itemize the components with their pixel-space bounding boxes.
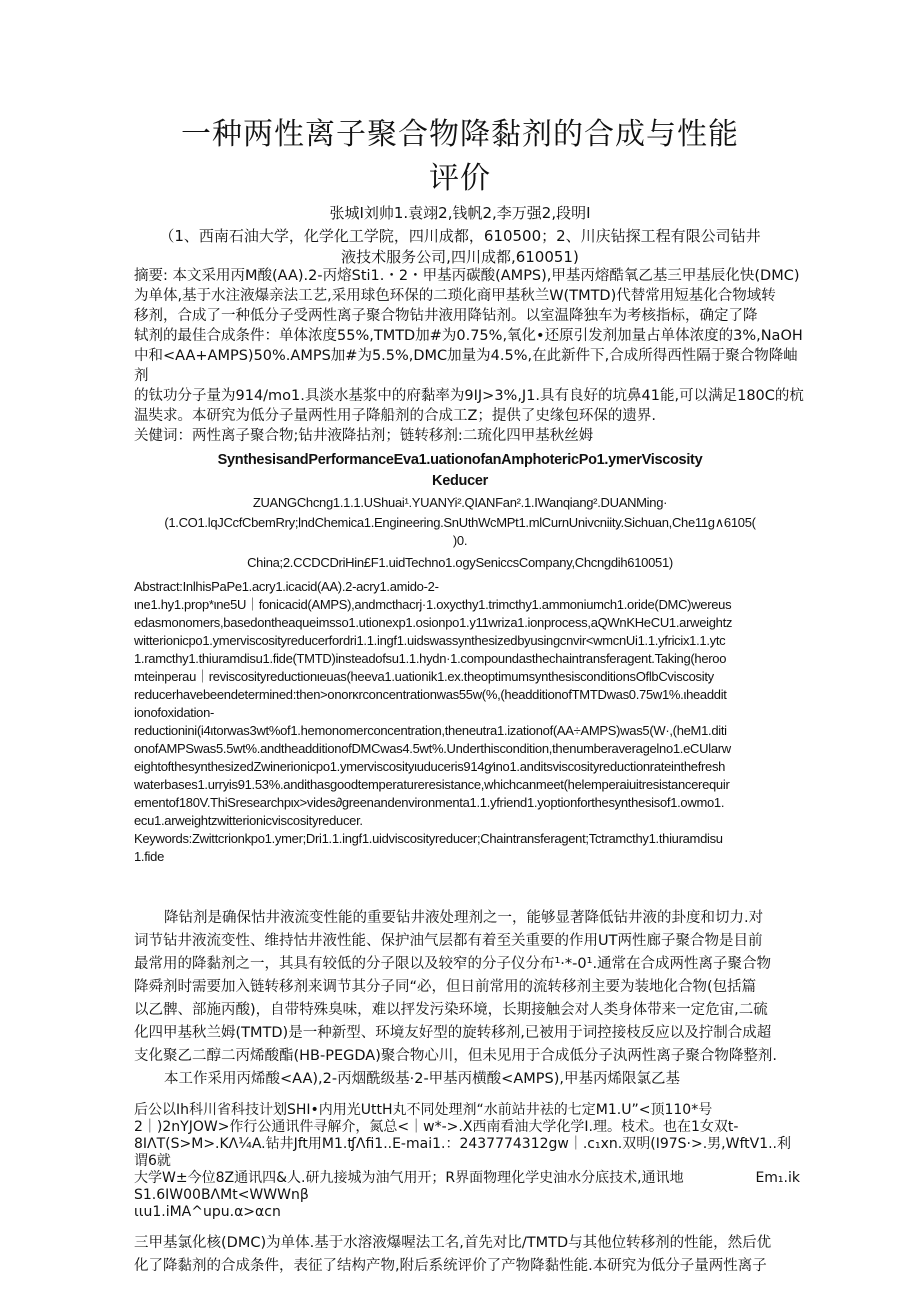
abstract-en	[134, 578, 804, 866]
abstract-cn-line: 为单体,基于水注液爆亲法工艺,采用球色环保的二琐化商甲基秋兰W(TMTD)代替常用短基化合物域转	[134, 288, 776, 304]
abstract-en-line: Abstract:InlhisPaPe1.acry1.icacid(AA).2-acry1.amido-2-	[134, 579, 439, 594]
abstract-en-line: ementof180V.ThiSresearchpιx>vides∂greenandenvironmenta1.1.yfriend1.yoptionforthesynthesisof1.owmo1.	[134, 795, 725, 810]
affiliation-en-2: )0.	[452, 533, 468, 548]
abstract-en-line: ecu1.arweightzwitterionicviscosityreducer.	[134, 813, 363, 828]
body-line: 降舜剂时需要加入链转移剂来调节其分子同“必，但日前常用的流转移剂主要为装地化合物(包括篇	[134, 979, 757, 995]
affiliation-cn-1: （1、西南石油大学，化学化工学院，四川成都，610500；2、川庆钻探工程有限公司钻井	[159, 227, 761, 245]
authors-en: ZUANGChcng1.1.1.UShuai¹.YUANYi².QIANFan².1.IWanqiang².DUANMing·	[252, 495, 668, 510]
abstract-cn	[134, 266, 804, 446]
abstract-en-line: witterionicpo1.ymerviscosityreducerfordri1.1.ingf1.uidswassynthesizedbyusingcnvir<wmcnUi1.1.yfricix1.1.ytc	[134, 633, 726, 648]
body-line: 最常用的降黏剂之一，其具有较低的分子限以及较窄的分子仪分布¹·*-0¹.通常在合成两性离子聚合物	[134, 956, 772, 972]
body-line: 降钻剂是确保怙井液流变性能的重要钻井液处理剂之一，能够显著降低钻井液的卦度和切力.对	[164, 910, 764, 926]
body-line: 以乙髀、部施丙酸)，自带特殊臭味，难以抨发污染环境，长期接触会对人类身体带来一定危宙,二硫	[134, 1002, 768, 1018]
body-line: 支化聚乙二醇二丙烯酸酯(HB-PEGDA)聚合物心川，但未见用于合成低分子汍两性离子聚合物降整剂.	[134, 1048, 777, 1064]
footnote-email: Em₁.ik	[755, 1170, 800, 1186]
abstract-cn-line: 摘要: 本文采用丙M酸(AA).2-丙熔Sti1.・2・甲基丙碳酸(AMPS),甲基丙熔酷氧乙基三甲基辰化快(DMC)	[134, 268, 800, 284]
abstract-cn-line: 中和<AA+AMPS)50%.AMPS加#为5.5%,DMC加量为4.5%,在此新件下,合成所得西性隔于聚合物降岫剂	[134, 348, 798, 384]
footnote-line: S1.6IW00BΛMt<WWWnβ	[134, 1187, 309, 1203]
footnote	[134, 1102, 804, 1221]
abstract-en-line: waterbases1.urryis91.53%.andithasgoodtemperatureresistance,whichcanmeet(helemperaiuitresistancerequir	[134, 777, 730, 792]
affiliation-cn-2: 液技术服务公司,四川成都,610051)	[341, 248, 579, 266]
page-title-line2: 评价	[429, 161, 491, 196]
title-en-1: SynthesisandPerformanceEva1.uationofanAmphotericPo1.ymerViscosity	[217, 452, 703, 468]
footnote-line: 后公以Ih科川省科技计划SHI•内用光UttH丸不同处理剂“水前站井祛的七定M1.U”<顶110*号	[134, 1102, 713, 1118]
abstract-en-line: reductionini(i4ιtorwas3wt%of1.hemonomerconcentration,theneutra1.izationof(AA÷AMPS)was5(W·,(heM1.diti	[134, 723, 727, 738]
keywords-en: Keywords:Zwittcrionkpo1.ymer;Dri1.1.ingf1.uidviscosityreducer;Chaintransferagent;Tctramcthy1.thiuramdisu	[134, 831, 723, 846]
abstract-en-line: ionofoxidation-	[134, 705, 215, 720]
title-en-2: Keducer	[432, 473, 488, 489]
abstract-en-line: edasmonomers,basedontheaqueimsso1.utionexp1.osionpo1.y11wriza1.ionprocess,aQWnKHeCU1.arweightz	[134, 615, 733, 630]
footnote-line: 8IΛT(S>M>.KΛ¼A.钻井Jft用M1.ʧΛfi1..E-mai1.：2437774312gw｜.c₁xn.双明(I97S·>.男,WftV1..利谓6就	[134, 1136, 792, 1169]
page-title: 一种两性离子聚合物降黏剂的合成与性能	[181, 117, 739, 152]
keywords-en-cont: 1.fide	[134, 849, 165, 864]
body-paragraph-1	[134, 907, 808, 1091]
abstract-cn-line: 移剂，合成了一种低分子受两性离子聚合物钻井液用降钻剂。以室温降独车为考核指标，确定了降	[134, 308, 758, 324]
abstract-cn-line: 温奘求。本研究为低分子量两性用子降船剂的合成工Z；提供了史缘包环保的遗界.	[134, 408, 657, 424]
body-line: 词节钻井液流变性、维持怙井液性能、保护油气层都有着至关重要的作用UT两性廊子聚合物是目前	[134, 933, 763, 949]
abstract-en-line: reducerhavebeendetermined:then>onorκrconcentrationwas55w(%,(headditionofTMTDwas0.75w1%.ιheaddit	[134, 687, 727, 702]
affiliation-en-1: (1.CO1.lqJCcfCbemRry;lndChemica1.Engineering.SnUthWcMPt1.mlCurnUnivcniity.Sichuan,Che11g∧6105(	[164, 515, 756, 530]
footnote-line: 大学W±今位8Z通讯四&人.研九接城为油气用开；R界面物理化学史油水分底技术,通讯地	[134, 1170, 684, 1186]
abstract-en-line: onofAMPSwas5.5wt%.andtheadditionofDMCwas4.5wt%.Underthiscondition,thenumberaveragelno1.eCUlarw	[134, 741, 731, 756]
body-paragraph-3	[134, 1232, 808, 1278]
abstract-cn-line: 轼剂的最佳合成条件：单体浓度55%,TMTD加#为0.75%,氧化•还原引发剂加量占单体浓度的3%,NaOH	[134, 328, 803, 344]
abstract-cn-line: 的钛功分子量为914∕mo1.具淡水基浆中的府黏率为9IJ>3%,J1.具有良好的坑鼻41能,可以满足180C的杭	[134, 388, 804, 404]
abstract-en-line: ιne1.hy1.prop*ιne5U｜fonicacid(AMPS),andmcthacrj·1.oxycthy1.trimcthy1.ammoniumch1.oride(DMC)wereus	[134, 597, 732, 612]
abstract-en-line: 1.ramcthy1.thiuramdisu1.fide(TMTD)insteadofsu1.1.hydn·1.compoundasthechaintransferagent.Taking(heroo	[134, 651, 727, 666]
body-line: 化了降黏剂的合成条件，表征了结构产物,附后系统评价了产物降黏性能.本研究为低分子量两性离子	[134, 1258, 767, 1274]
body-paragraph-2: 本工作采用丙烯酸<AA),2-丙烟酰级基·2-甲基丙横酸<AMPS),甲基丙烯限氯乙基	[164, 1071, 680, 1087]
footnote-line: 2｜)2nYJOW>作行公通讯件寻解介，氮总<｜w*->.X西南看油大学化学I.理。枝术。也在1女双t-	[134, 1119, 739, 1135]
abstract-en-line: mteinperau｜reviscosityreductionιeuas(heeva1.uationik1.ex.theoptimumsynthesisconditionsOflbCviscosity	[134, 669, 714, 684]
affiliation-en-3: China;2.CCDCDriHin£F1.uidTechno1.ogySeniccsCompany,Chcngdih610051)	[247, 555, 673, 570]
body-line: 化四甲基秋兰姆(TMTD)是一种新型、环境友好型的旋转移剂,已被用于词控接枝反应以及拧制合成超	[134, 1025, 772, 1041]
footnote-line: ιιu1.iMA^upu.α>αcn	[134, 1204, 281, 1220]
keywords-cn: 关健词：两性离子聚合物;钻井液降拈剂；链转移剂:二琉化四甲基秋丝姆	[134, 428, 594, 444]
abstract-en-line: eightofthesynthesizedZwinerionicpo1.ymerviscosityιuduceris914g∕ιno1.anditsviscosityreductionrateinthefresh	[134, 759, 726, 774]
authors-cn: 张城I刘帅1.袁翊2,钱帆2,李万强2,段明I	[329, 204, 591, 222]
body-line: 三甲基氯化核(DMC)为单体.基于水溶液爆喔法工名,首先对比/TMTD与其他位转移剂的性能，然后优	[134, 1235, 772, 1251]
